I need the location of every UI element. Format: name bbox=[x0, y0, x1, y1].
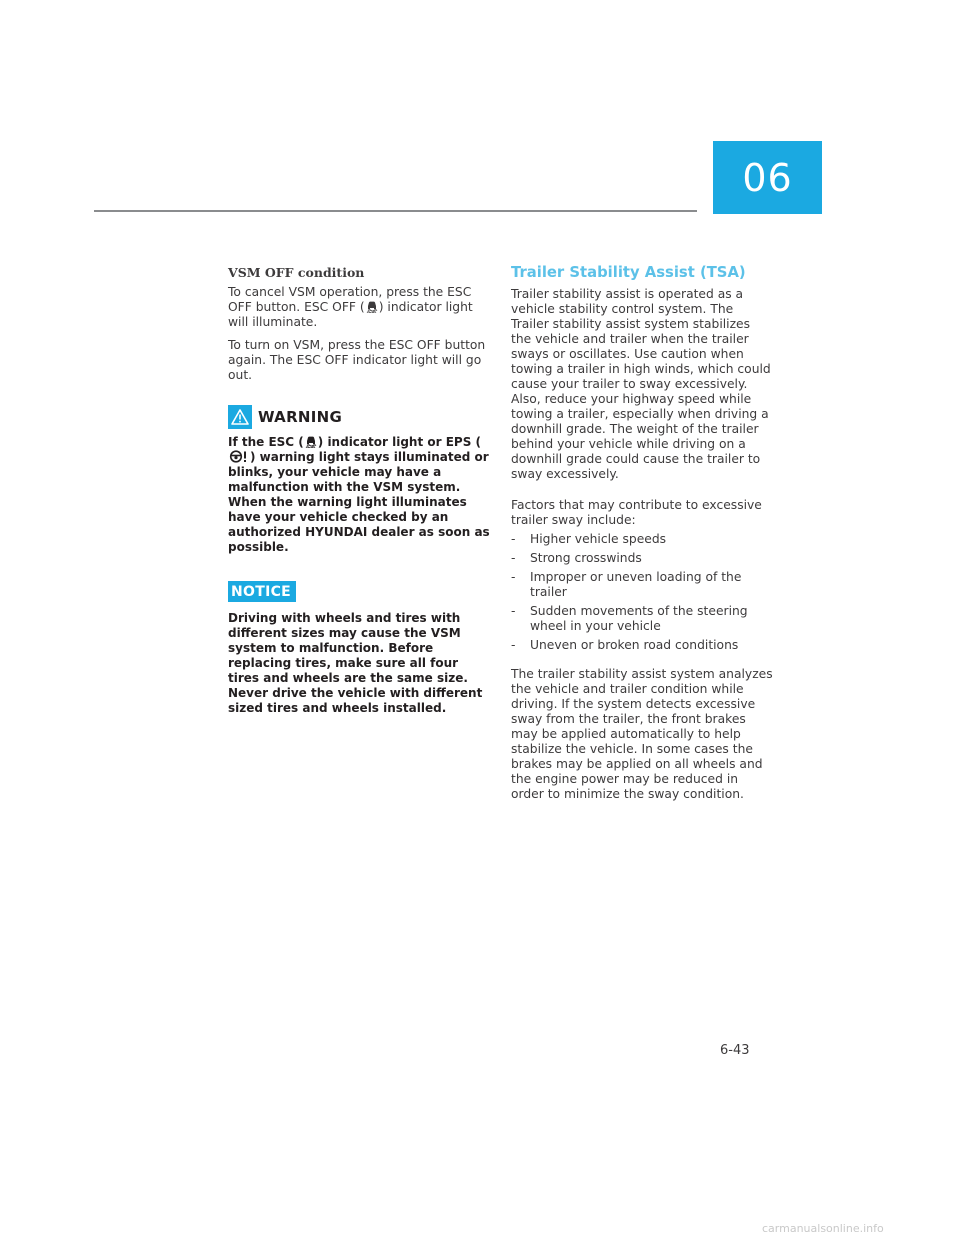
watermark: carmanualsonline.info bbox=[762, 1222, 884, 1235]
warning-header bbox=[228, 405, 490, 429]
left-column bbox=[228, 262, 490, 716]
tsa-intro-paragraph: Trailer stability assist is operated as a vehicle stability control system. The Trailer stability assist system stabilizes the vehicle and trailer when the trailer sways or oscillates. Use caution when towing a trailer in high winds, which could cause your trailer to sway excessively. Also, reduce your highway speed while towing a trailer, especially when driving a downhill grade. The weight of the trailer behind your vehicle while driving on a downhill grade could cause the trailer to sway excessively. bbox=[511, 287, 771, 481]
list-item: - Improper or uneven loading of the trailer bbox=[511, 570, 742, 599]
chapter-tab bbox=[713, 141, 822, 214]
warning-text: If the ESC ( ) indicator light or EPS () warning light stays illuminated or blinks, your vehicle may have a malfunction with the VSM system. When the warning light illuminates have your vehicle checked by an authorized HYUNDAI dealer as soon as possible. bbox=[228, 435, 490, 554]
list-item: - Strong crosswinds bbox=[511, 551, 642, 565]
vsm-off-heading: VSM OFF condition bbox=[228, 265, 365, 280]
warning-triangle-icon bbox=[231, 409, 249, 425]
list-item: - Sudden movements of the steering wheel in your vehicle bbox=[511, 604, 748, 633]
notice-text: Driving with wheels and tires with different sizes may cause the VSM system to malfunction. Before replacing tires, make sure all four tires and wheels are the same size. Never drive the vehicle with different sized tires and wheels installed. bbox=[228, 611, 483, 715]
eps-warning-icon bbox=[229, 450, 249, 463]
esc-icon bbox=[305, 435, 317, 448]
warning-title: WARNING bbox=[258, 408, 343, 426]
page-number: 6-43 bbox=[720, 1043, 750, 1058]
section-title: Trailer Stability Assist (TSA) bbox=[511, 264, 746, 281]
notice-badge: NOTICE bbox=[228, 581, 296, 602]
esc-off-icon bbox=[366, 300, 378, 313]
vsm-off-paragraph-2: To turn on VSM, press the ESC OFF button again. The ESC OFF indicator light will go out. bbox=[228, 338, 486, 382]
list-item: - Higher vehicle speeds bbox=[511, 532, 667, 546]
tsa-closing-paragraph: The trailer stability assist system analyzes the vehicle and trailer condition while driving. If the system detects excessive sway from the trailer, the front brakes may be applied automatically to help stabilize the vehicle. In some cases the brakes may be applied on all wheels and the engine power may be reduced in order to minimize the sway condition. bbox=[511, 667, 773, 801]
factors-intro: Factors that may contribute to excessive trailer sway include: bbox=[511, 498, 762, 527]
factors-list bbox=[511, 532, 773, 653]
right-column bbox=[511, 262, 773, 810]
warning-badge bbox=[228, 405, 252, 429]
chapter-number: 06 bbox=[742, 155, 793, 200]
vsm-off-paragraph-1: To cancel VSM operation, press the ESC OFF button. ESC OFF ( ) indicator light will illuminate. bbox=[228, 285, 473, 329]
header-rule bbox=[94, 210, 697, 212]
list-item: - Uneven or broken road conditions bbox=[511, 638, 739, 652]
